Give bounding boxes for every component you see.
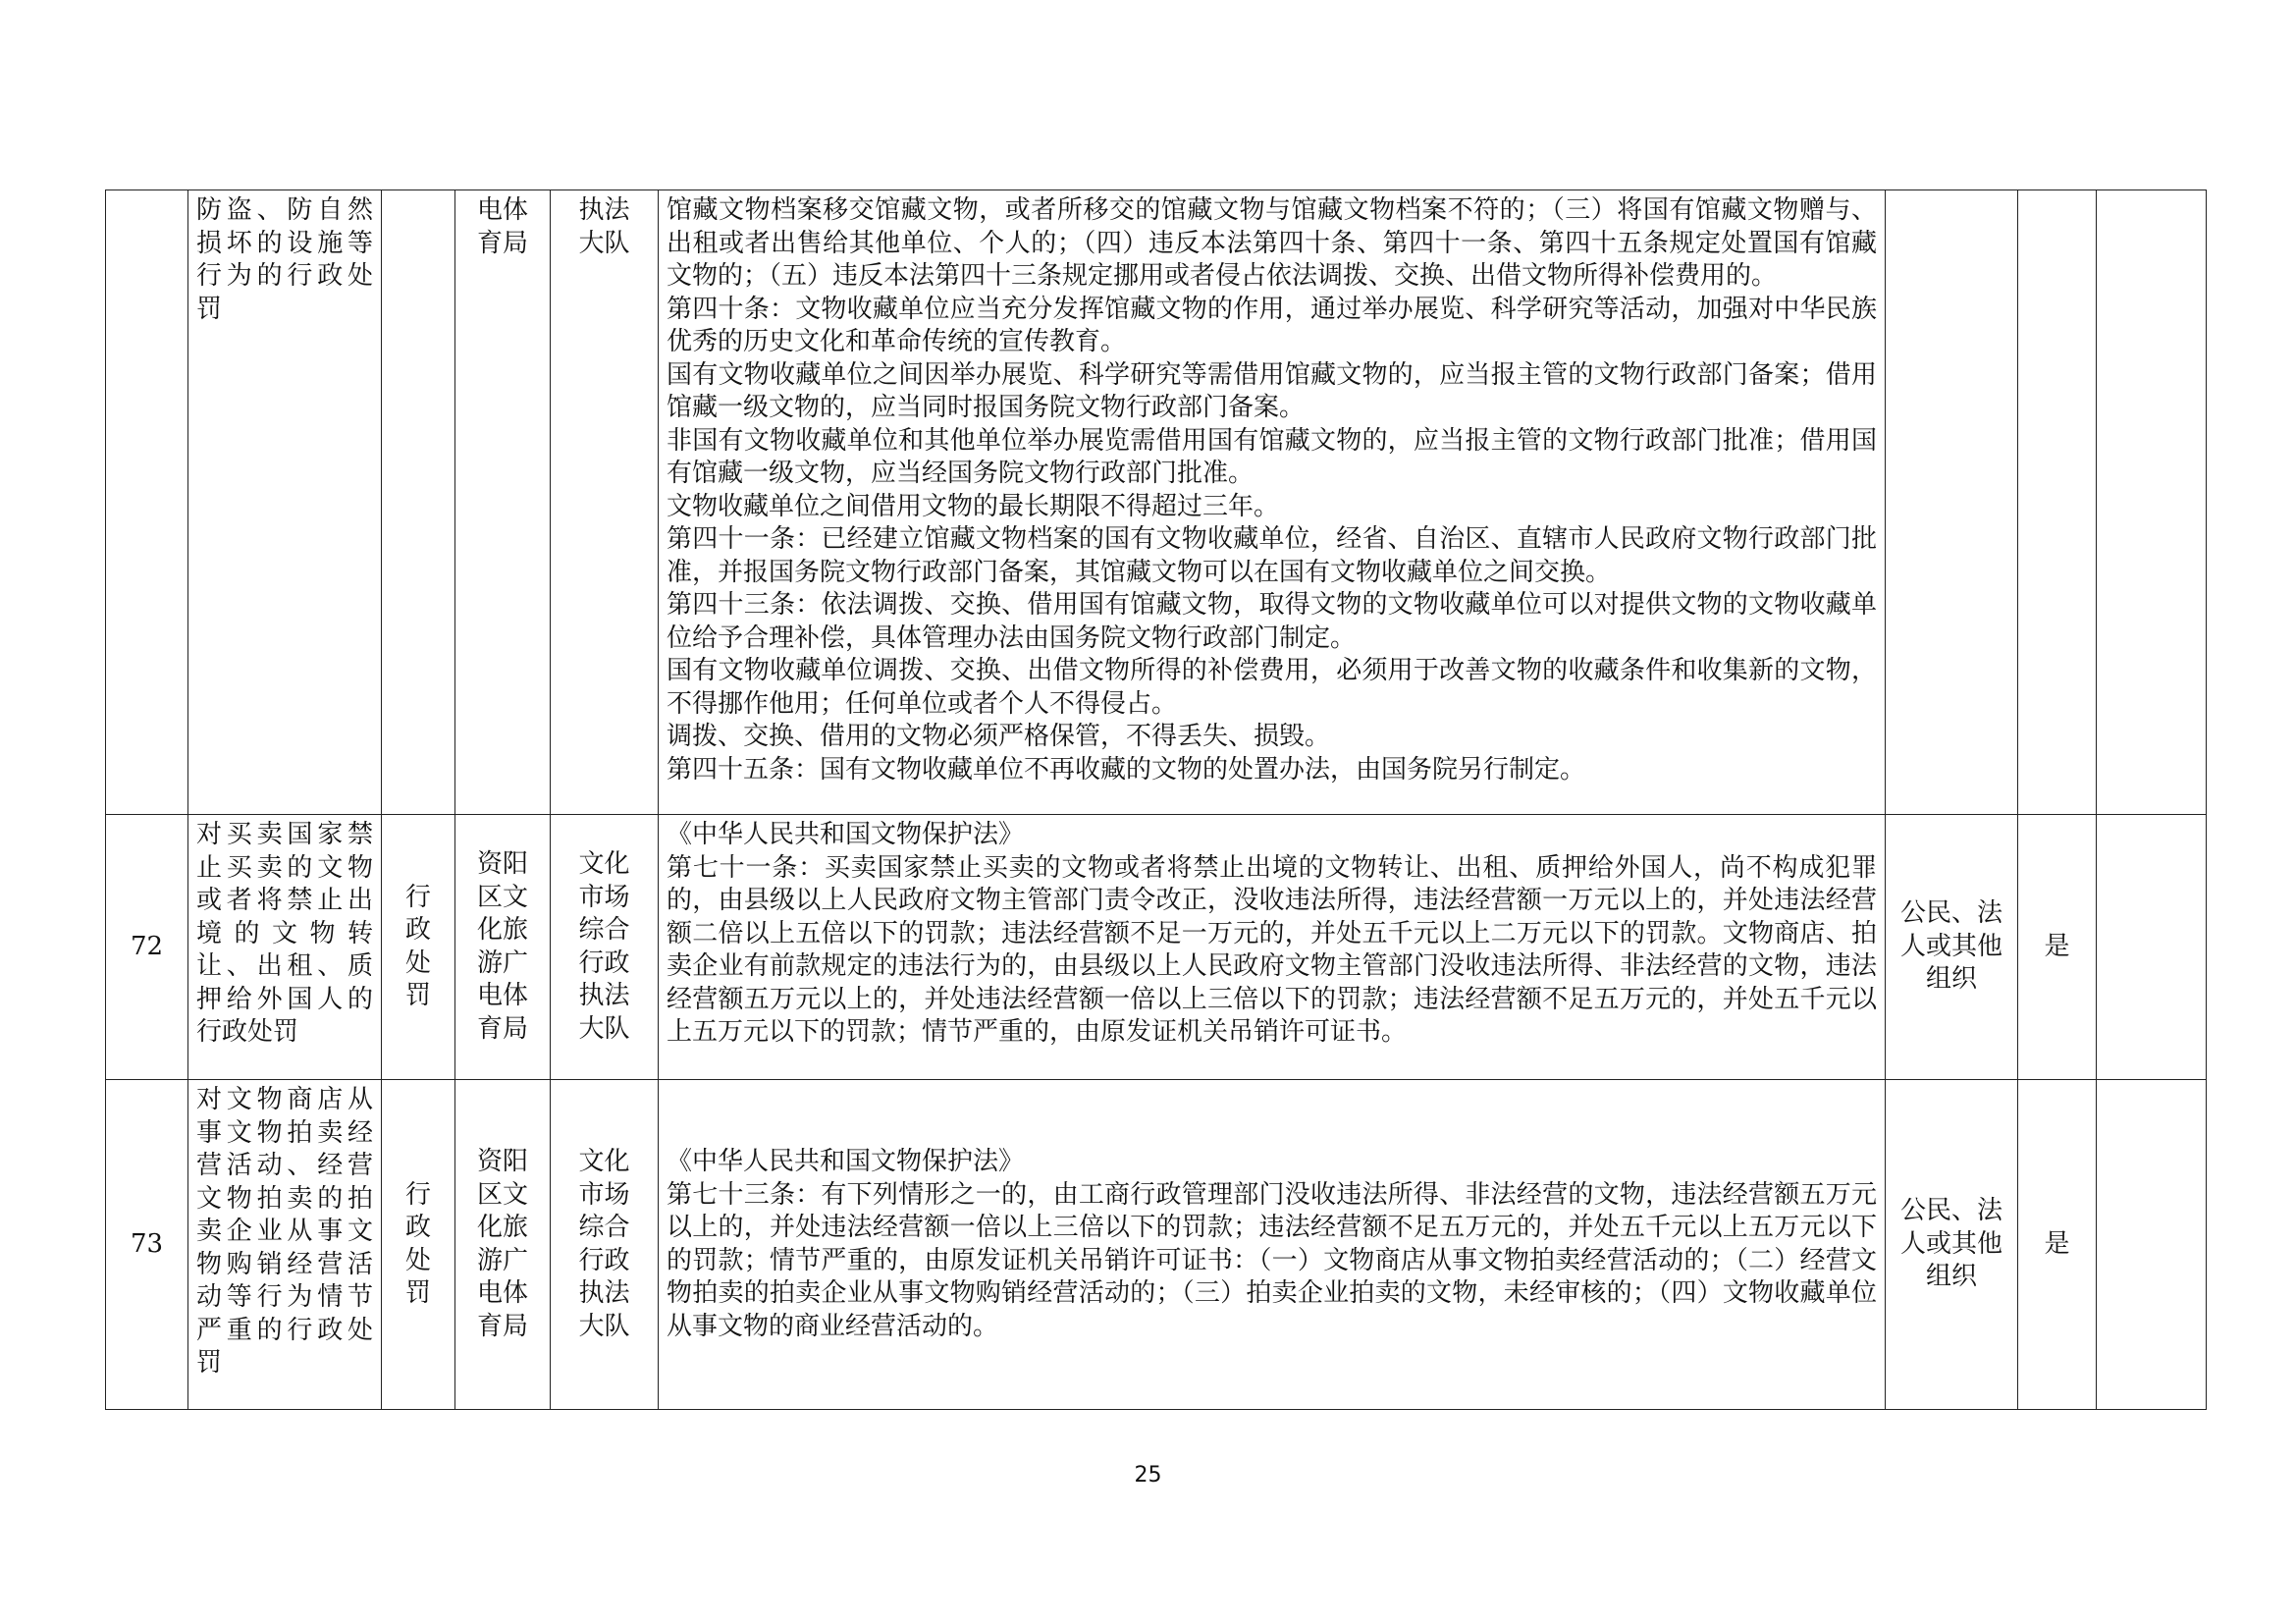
remarks — [2097, 815, 2207, 1080]
applicable-flag: 是 — [2018, 1080, 2097, 1410]
enforcement-unit: 文化市场综合行政执法大队 — [551, 815, 659, 1080]
remarks — [2097, 1080, 2207, 1410]
basis-paragraph: 非国有文物收藏单位和其他单位举办展览需借用国有馆藏文物的，应当报主管的文物行政部门批准；借用国有馆藏一级文物，应当经国务院文物行政部门批准。 — [667, 425, 1877, 488]
basis-paragraph: 国有文物收藏单位调拨、交换、出借文物所得的补偿费用，必须用于改善文物的收藏条件和收集新的文物，不得挪作他用；任何单位或者个人不得侵占。 — [667, 656, 1877, 719]
basis-paragraph: 馆藏文物档案移交馆藏文物，或者所移交的馆藏文物与馆藏文物档案不符的；（三）将国有馆藏文物赠与、出租或者出售给其他单位、个人的；（四）违反本法第四十条、第四十一条、第四十五条规定处置国有馆藏文物的；（五）违反本法第四十三条规定挪用或者侵占依法调拨、交换、出借文物所得补偿费用的。 — [667, 195, 1877, 291]
basis-paragraph: 《中华人民共和国文物保护法》 — [667, 1147, 1025, 1176]
applicable-flag: 是 — [2018, 815, 2097, 1080]
row-number — [106, 190, 188, 815]
basis-paragraph: 第七十三条：有下列情形之一的，由工商行政管理部门没收违法所得、非法经营的文物，违法经营额五万元以上的，并处违法经营额一倍以上三倍以下的罚款；违法经营额不足五万元的，并处五千元以上五万元以下的罚款；情节严重的，由原发证机关吊销许可证书：（一）文物商店从事文物拍卖经营活动的；（二）经营文物拍卖的拍卖企业从事文物购销经营活动的；（三）拍卖企业拍卖的文物，未经审核的；（四）文物收藏单位从事文物的商业经营活动的。 — [667, 1179, 1877, 1341]
target-object — [1886, 190, 2018, 815]
basis-paragraph: 调拨、交换、借用的文物必须严格保管，不得丢失、损毁。 — [667, 722, 1331, 751]
responsible-department: 资阳区文化旅游广电体育局 — [455, 815, 551, 1080]
basis-paragraph: 第四十五条：国有文物收藏单位不再收藏的文物的处置办法，由国务院另行制定。 — [667, 754, 1586, 785]
basis-paragraph: 第四十三条：依法调拨、交换、借用国有馆藏文物，取得文物的文物收藏单位可以对提供文物的文物收藏单位给予合理补偿，具体管理办法由国务院文物行政部门制定。 — [667, 590, 1877, 653]
responsible-department: 资阳区文化旅游广电体育局 — [455, 1080, 551, 1410]
basis-paragraph: 国有文物收藏单位之间因举办展览、科学研究等需借用馆藏文物的，应当报主管的文物行政部门备案；借用馆藏一级文物的，应当同时报国务院文物行政部门备案。 — [667, 359, 1877, 422]
power-category — [382, 190, 455, 815]
remarks — [2097, 190, 2207, 815]
table-row — [106, 190, 2207, 815]
row-number: 72 — [106, 815, 188, 1080]
table-row — [106, 815, 2207, 1080]
enforcement-unit: 执法大队 — [551, 190, 659, 815]
target-object: 公民、法人或其他组织 — [1886, 1080, 2018, 1410]
legal-basis — [659, 815, 1886, 1080]
basis-paragraph: 第七十一条：买卖国家禁止买卖的文物或者将禁止出境的文物转让、出租、质押给外国人，尚不构成犯罪的，由县级以上人民政府文物主管部门责令改正，没收违法所得，违法经营额一万元以上的，并处违法经营额二倍以上五倍以下的罚款；违法经营额不足一万元的，并处五千元以上二万元以下的罚款。文物商店、拍卖企业有前款规定的违法行为的，由县级以上人民政府文物主管部门没收违法所得、非法经营的文物，违法经营额五万元以上的，并处违法经营额一倍以上三倍以下的罚款；违法经营额不足五万元的，并处五千元以上五万元以下的罚款；情节严重的，由原发证机关吊销许可证书。 — [667, 852, 1877, 1047]
legal-basis — [659, 190, 1886, 815]
basis-paragraph: 第四十条：文物收藏单位应当充分发挥馆藏文物的作用，通过举办展览、科学研究等活动，加强对中华民族优秀的历史文化和革命传统的宣传教育。 — [667, 294, 1877, 356]
item-name: 对买卖国家禁止买卖的文物或者将禁止出境的文物转让、出租、质押给外国人的行政处罚 — [188, 815, 382, 1080]
basis-paragraph: 《中华人民共和国文物保护法》 — [667, 820, 1025, 849]
row-number: 73 — [106, 1080, 188, 1410]
power-category: 行政处罚 — [382, 815, 455, 1080]
target-object: 公民、法人或其他组织 — [1886, 815, 2018, 1080]
item-name: 防盗、防自然损坏的设施等行为的行政处罚 — [188, 190, 382, 815]
applicable-flag — [2018, 190, 2097, 815]
power-category: 行政处罚 — [382, 1080, 455, 1410]
page-number: 25 — [1134, 1463, 1162, 1488]
basis-paragraph: 文物收藏单位之间借用文物的最长期限不得超过三年。 — [667, 491, 1280, 521]
basis-paragraph: 第四十一条：已经建立馆藏文物档案的国有文物收藏单位，经省、自治区、直辖市人民政府文物行政部门批准，并报国务院文物行政部门备案，其馆藏文物可以在国有文物收藏单位之间交换。 — [667, 524, 1877, 587]
enforcement-unit: 文化市场综合行政执法大队 — [551, 1080, 659, 1410]
responsible-department: 电体育局 — [455, 190, 551, 815]
legal-basis — [659, 1080, 1886, 1410]
table-row — [106, 1080, 2207, 1410]
power-list-table — [105, 189, 2207, 1410]
item-name: 对文物商店从事文物拍卖经营活动、经营文物拍卖的拍卖企业从事文物购销经营活动等行为情节严重的行政处罚 — [188, 1080, 382, 1410]
